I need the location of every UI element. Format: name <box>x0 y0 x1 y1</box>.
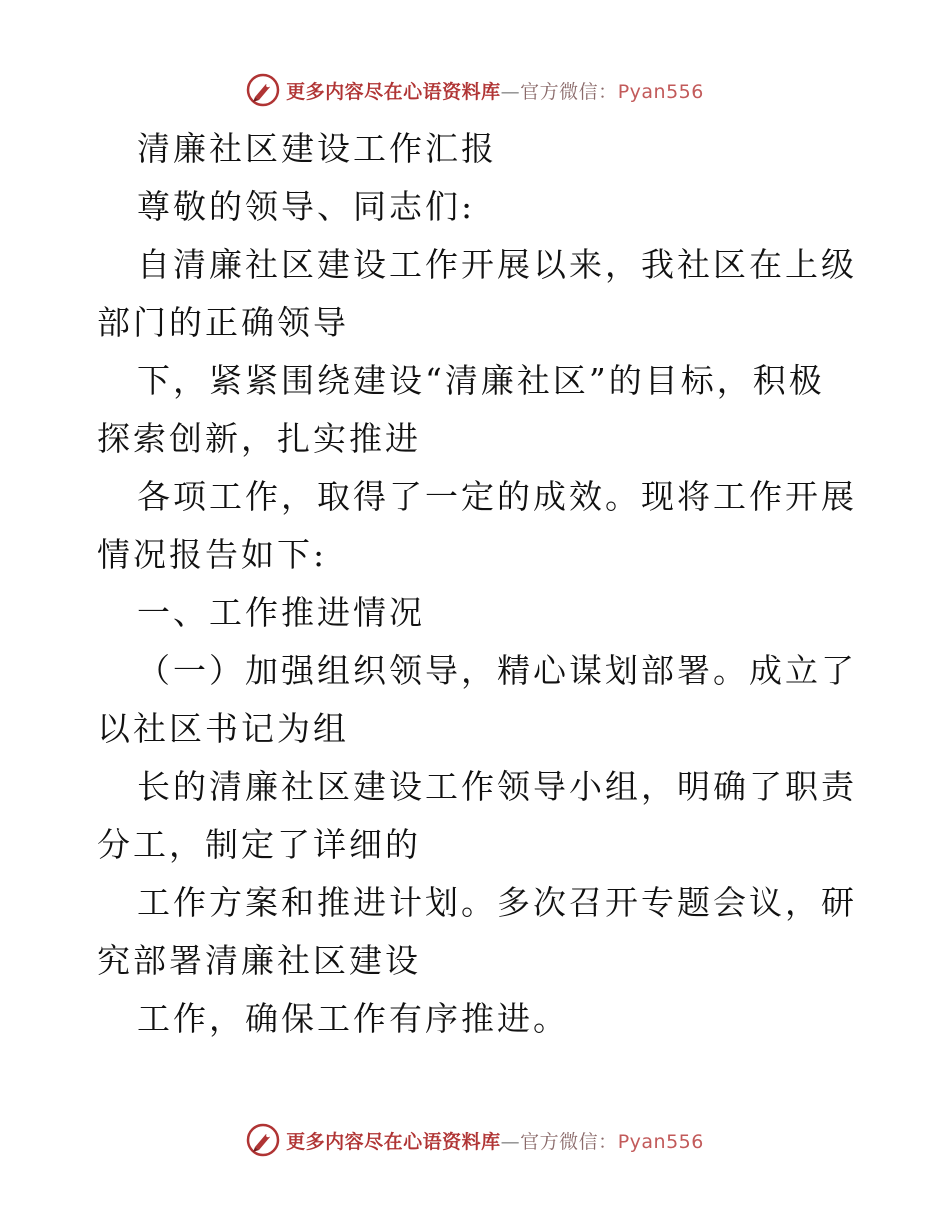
salutation: 尊敬的领导、同志们: <box>137 187 476 226</box>
watermark-text <box>286 1127 704 1154</box>
watermark-wechat-id: Pyan556 <box>617 1130 704 1153</box>
watermark-brand: 更多内容尽在心语资料库 <box>286 80 501 103</box>
paragraph: 长的清廉社区建设工作领导小组，明确了职责分工，制定了详细的 <box>97 767 857 864</box>
document-title: 清廉社区建设工作汇报 <box>137 129 497 168</box>
pen-logo-icon <box>246 1123 280 1157</box>
paragraph: 工作，确保工作有序推进。 <box>137 999 569 1038</box>
paragraph: 下，紧紧围绕建设“清廉社区”的目标，积极探索创新，扎实推进 <box>97 361 825 458</box>
header-watermark <box>0 72 950 108</box>
watermark-dash: — <box>500 1130 521 1153</box>
watermark-brand: 更多内容尽在心语资料库 <box>286 1130 501 1153</box>
paragraph: 各项工作，取得了一定的成效。现将工作开展情况报告如下: <box>97 477 857 574</box>
paragraph: （一）加强组织领导，精心谋划部署。成立了以社区书记为组 <box>97 651 857 748</box>
paragraph: 工作方案和推进计划。多次召开专题会议，研究部署清廉社区建设 <box>97 883 857 980</box>
watermark-label: 官方微信： <box>520 1130 618 1153</box>
paragraph: 自清廉社区建设工作开展以来，我社区在上级部门的正确领导 <box>97 245 857 342</box>
watermark-text <box>286 77 704 104</box>
footer-watermark <box>0 1122 950 1158</box>
section-heading: 一、工作推进情况 <box>137 593 425 632</box>
watermark-wechat-id: Pyan556 <box>617 80 704 103</box>
pen-logo-icon <box>246 73 280 107</box>
watermark-dash: — <box>500 80 521 103</box>
document-body <box>97 120 857 1048</box>
watermark-label: 官方微信： <box>520 80 618 103</box>
